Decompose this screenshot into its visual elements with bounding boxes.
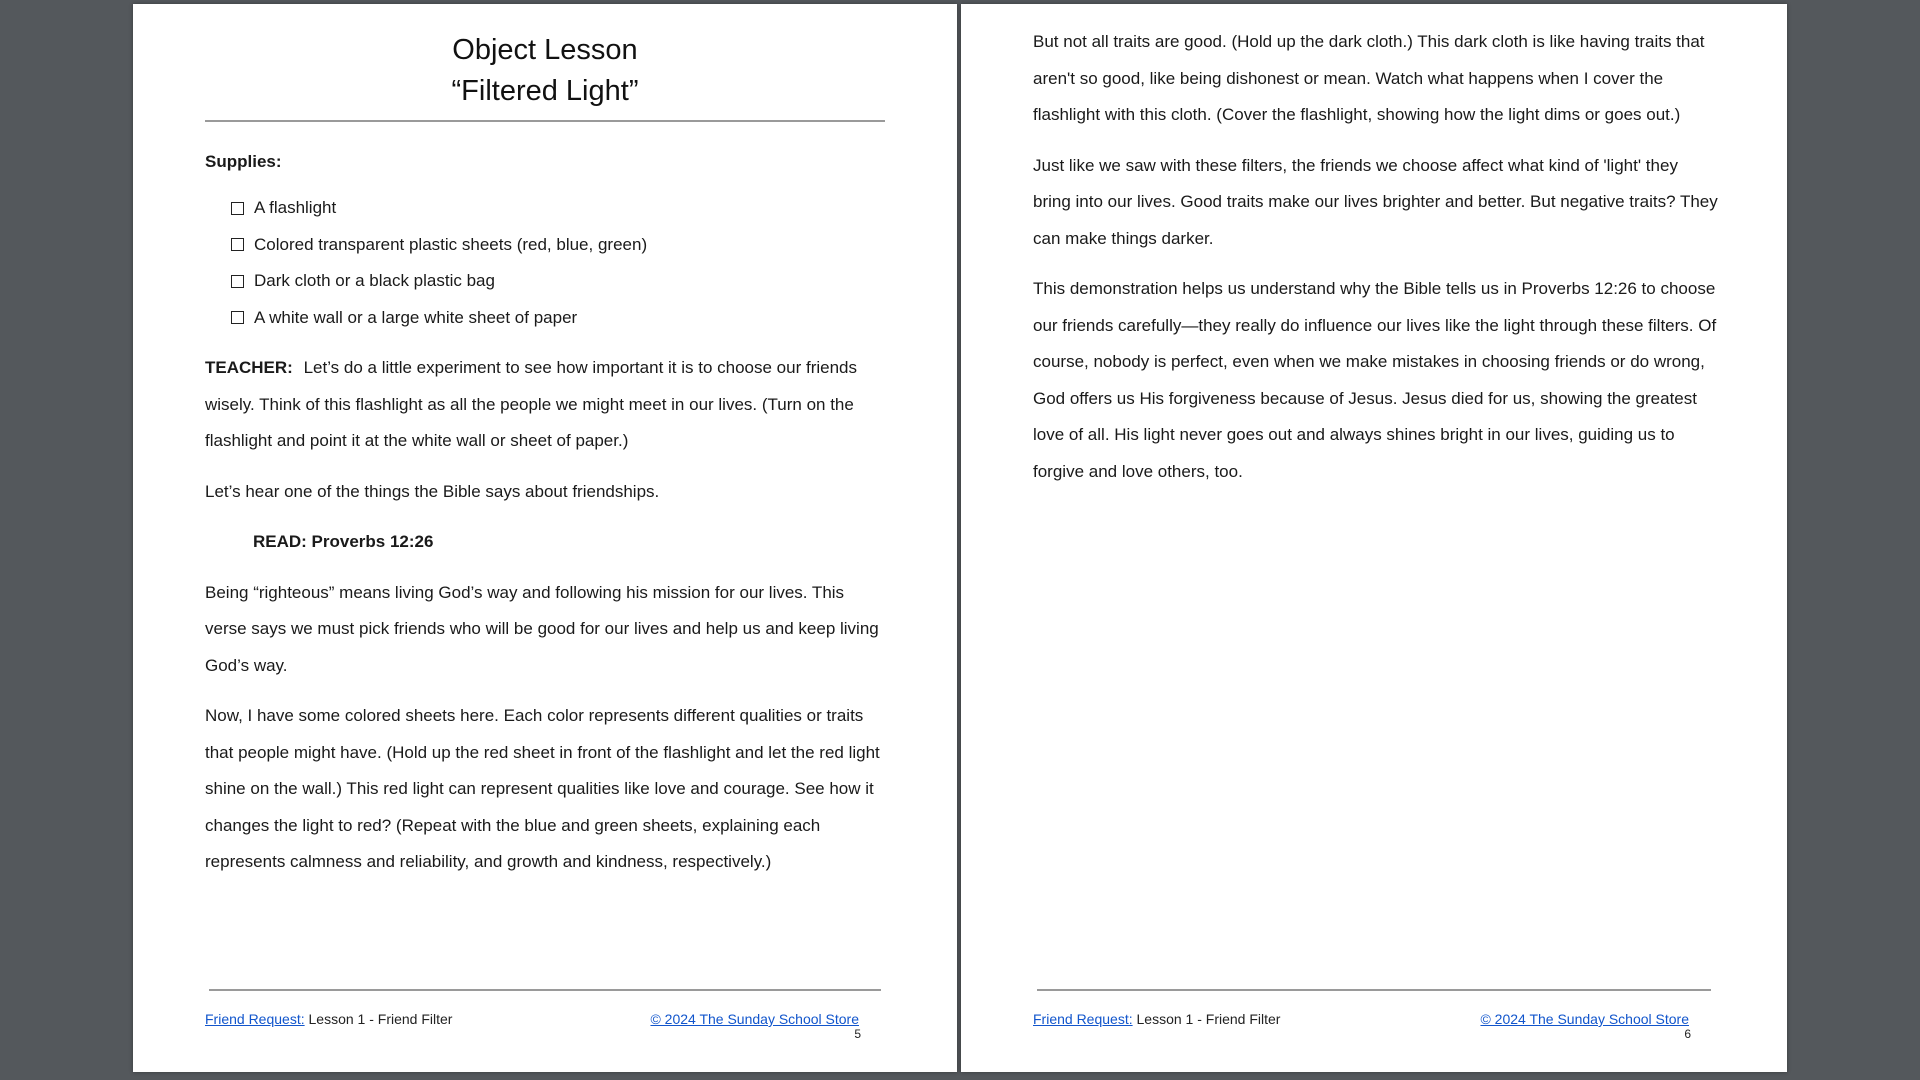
checkbox-icon (231, 238, 244, 251)
colored-sheets-paragraph: Now, I have some colored sheets here. Each color represents different qualities or traits that people might have. (Hold up the red sheet in front of the flashlight and let the red light shine on the wall.) This red light can represent qualities like love and courage. See how it changes the light to red? (Repeat with the blue and green sheets, explaining each represents calmness and reliability, and growth and kindness, respectively.) (205, 706, 880, 871)
footer-divider (209, 989, 881, 991)
document-page-5 (133, 4, 957, 1072)
page-footer (1033, 1011, 1689, 1027)
demonstration-paragraph: This demonstration helps us understand why the Bible tells us in Proverbs 12:26 to choose our friends carefully—they really do influence our lives like the light through these filters. Of course, nobody is perfect, even when we make mistakes in choosing friends or do wrong, God offers us His forgiveness because of Jesus. Jesus died for us, showing the greatest love of all. His light never goes out and always shines bright in our lives, guiding us to forgive and love others, too. (1033, 279, 1717, 481)
teacher-text: Let’s do a little experiment to see how important it is to choose our friends wisely. Think of this flashlight as all the people we might meet in our lives. (Turn on the flashlight and point it at the white wall or sheet of paper.) (205, 358, 857, 450)
righteous-paragraph: Being “righteous” means living God’s way and following his mission for our lives. This verse says we must pick friends who will be good for our lives and help us and keep living God’s way. (205, 582, 879, 675)
teacher-label: TEACHER: (205, 358, 293, 377)
supply-item (231, 190, 885, 227)
copyright-link[interactable]: © 2024 The Sunday School Store (650, 1011, 859, 1027)
footer-left (1033, 1011, 1280, 1027)
supply-item-label: Colored transparent plastic sheets (red, blue, green) (254, 234, 648, 254)
title-divider (205, 120, 885, 122)
title-line-2: “Filtered Light” (451, 75, 639, 107)
filters-paragraph: Just like we saw with these filters, the friends we choose affect what kind of 'light' they bring into our lives. Good traits make our lives brighter and better. But negative traits? They can make things darker. (1033, 155, 1718, 248)
checkbox-icon (231, 202, 244, 215)
supply-item (231, 263, 885, 300)
supply-item (231, 300, 885, 337)
page-number: 5 (854, 1027, 861, 1041)
supply-item-label: A flashlight (254, 198, 337, 217)
bible-intro-paragraph: Let’s hear one of the things the Bible says about friendships. (205, 481, 660, 501)
lesson-title (205, 4, 885, 112)
footer-left (205, 1011, 452, 1027)
supplies-heading: Supplies: (205, 152, 282, 171)
document-page-6 (961, 4, 1787, 1072)
friend-request-link[interactable]: Friend Request: (1033, 1011, 1133, 1027)
page-content (205, 4, 885, 881)
checkbox-icon (231, 311, 244, 324)
supply-item-label: A white wall or a large white sheet of paper (254, 307, 578, 327)
supply-item (231, 227, 885, 264)
dark-cloth-paragraph: But not all traits are good. (Hold up the dark cloth.) This dark cloth is like having traits that aren't so good, like being dishonest or mean. Watch what happens when I cover the flashlight with this cloth. (Cover the flashlight, showing how the light dims or goes out.) (1033, 32, 1705, 124)
page-number: 6 (1684, 1027, 1691, 1041)
footer-lesson-text: Lesson 1 - Friend Filter (304, 1011, 453, 1027)
scripture-reading: READ: Proverbs 12:26 (253, 532, 434, 551)
teacher-paragraph (205, 350, 885, 460)
footer-divider (1037, 989, 1711, 991)
footer-lesson-text: Lesson 1 - Friend Filter (1132, 1011, 1281, 1027)
checkbox-icon (231, 275, 244, 288)
supplies-list (231, 190, 885, 336)
friend-request-link[interactable]: Friend Request: (205, 1011, 305, 1027)
page-content (1033, 24, 1719, 490)
title-line-1: Object Lesson (452, 34, 638, 66)
supply-item-label: Dark cloth or a black plastic bag (254, 271, 495, 290)
copyright-link[interactable]: © 2024 The Sunday School Store (1480, 1011, 1689, 1027)
page-footer (205, 1011, 859, 1027)
